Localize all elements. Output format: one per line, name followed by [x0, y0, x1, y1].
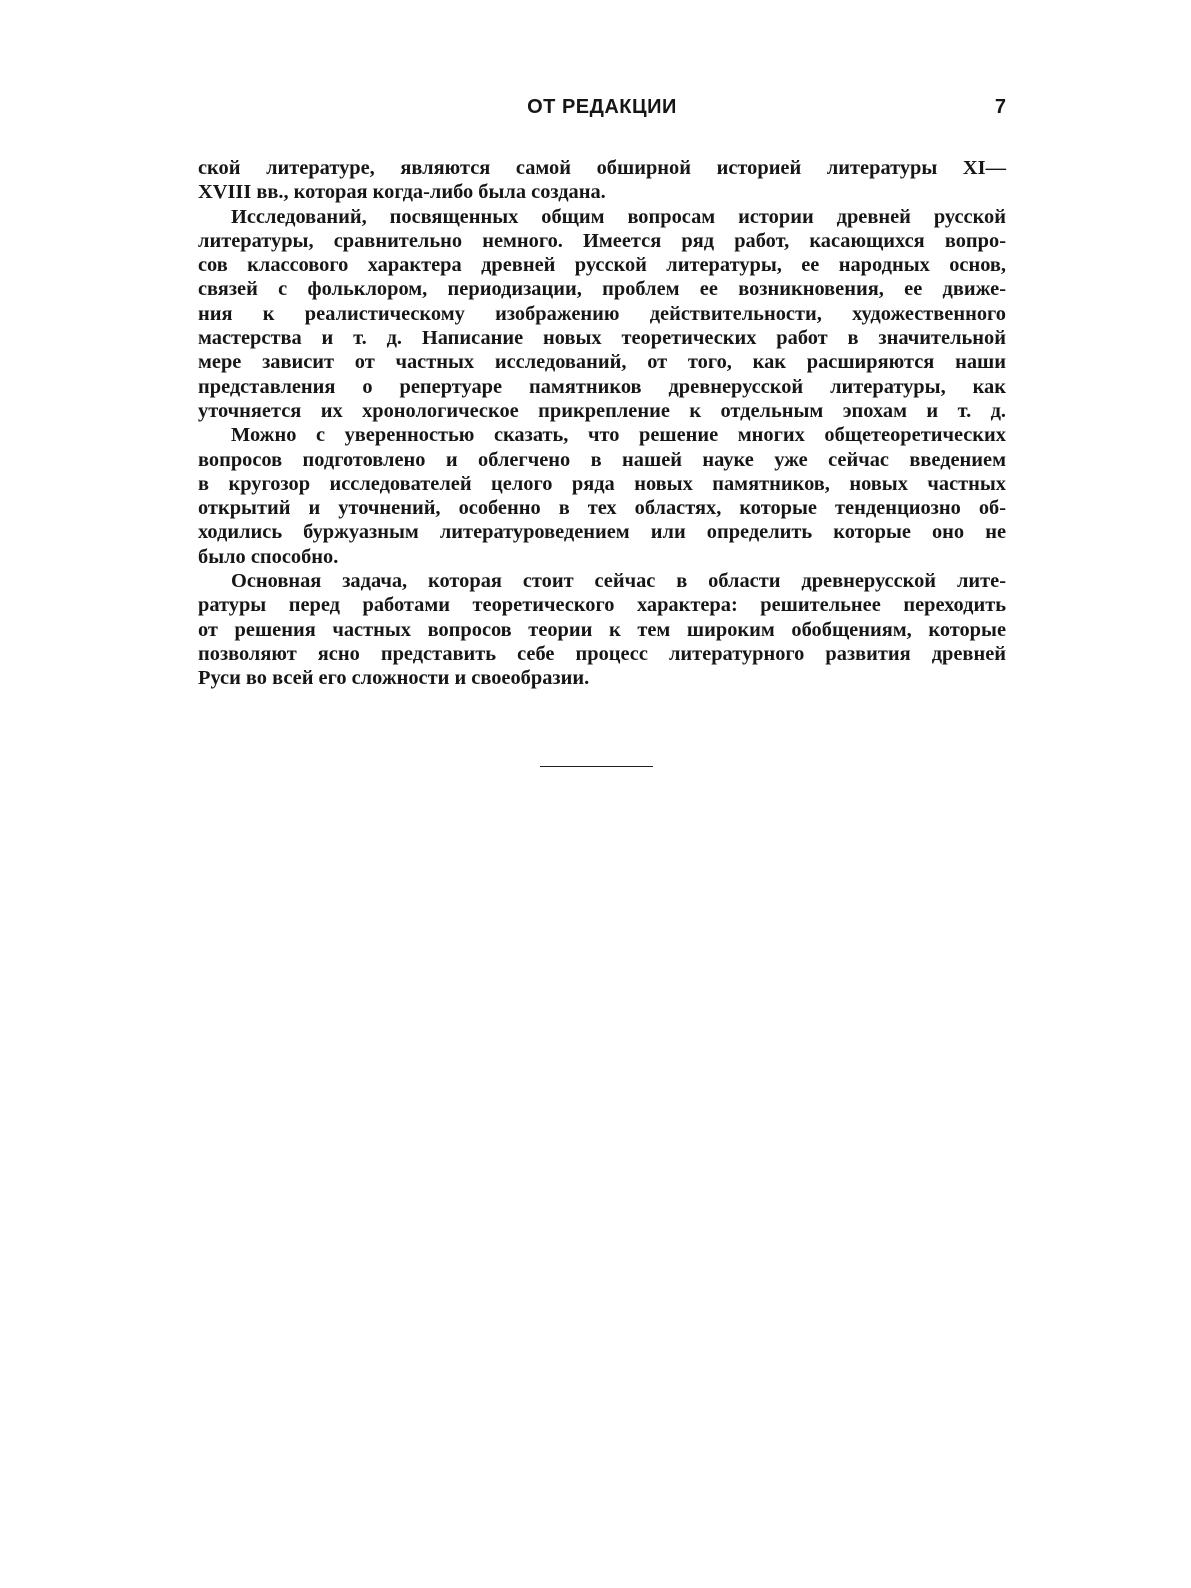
end-rule	[540, 766, 653, 767]
page-number: 7	[994, 96, 1006, 118]
text-line: ской литературе, являются самой обширной историей литературы XI—	[198, 157, 1006, 179]
page-header	[198, 96, 1006, 126]
text-line: сов классового характера древней русской литературы, ее народных основ,	[198, 254, 1006, 277]
paragraph-main-task	[198, 569, 1006, 690]
text-line: от решения частных вопросов теории к тем широким обобщениям, которые	[198, 618, 1006, 641]
text-line: ходились буржуазным литературоведением или определить которые оно не	[198, 521, 1006, 544]
paragraph-continuation	[198, 156, 1006, 205]
text-line: мере зависит от частных исследований, от того, как расширяются наши	[198, 351, 1006, 374]
text-line: XVIII вв., которая когда-либо была создана.	[198, 181, 606, 204]
text-line: представления о репертуаре памятников древнерусской литературы, как	[198, 375, 1006, 398]
text-line: литературы, сравнительно немного. Имеется ряд работ, касающихся вопро-	[198, 229, 1006, 252]
text-line: было способно.	[198, 545, 339, 568]
text-line: вопросов подготовлено и облегчено в нашей науке уже сейчас введением	[198, 448, 1006, 471]
text-line: уточняется их хронологическое прикрепление к отдельным эпохам и т. д.	[198, 399, 1006, 422]
text-line: в кругозор исследователей целого ряда новых памятников, новых частных	[198, 472, 1006, 495]
body-text	[198, 156, 1006, 691]
paragraph-general-questions	[198, 423, 1006, 569]
text-line: Исследований, посвященных общим вопросам истории древней русской	[231, 205, 1006, 228]
text-line: Руси во всей его сложности и своеобразии.	[198, 667, 590, 690]
text-line: связей с фольклором, периодизации, проблем ее возникновения, ее движе-	[198, 278, 1006, 301]
text-line: мастерства и т. д. Написание новых теоретических работ в значительной	[198, 327, 1006, 350]
text-line: ратуры перед работами теоретического характера: решительнее переходить	[198, 594, 1006, 617]
text-line: Можно с уверенностью сказать, что решение многих общетеоретических	[231, 424, 1006, 447]
text-line: Основная задача, которая стоит сейчас в области древнерусской лите-	[231, 570, 1006, 593]
paragraph-theoretical-studies	[198, 205, 1006, 424]
text-line: позволяют ясно представить себе процесс литературного развития древней	[198, 642, 1006, 665]
text-line: открытий и уточнений, особенно в тех областях, которые тенденциозно об-	[198, 497, 1006, 520]
text-line: ния к реалистическому изображению действительности, художественного	[198, 302, 1006, 325]
running-title: ОТ РЕДАКЦИИ	[527, 96, 677, 118]
